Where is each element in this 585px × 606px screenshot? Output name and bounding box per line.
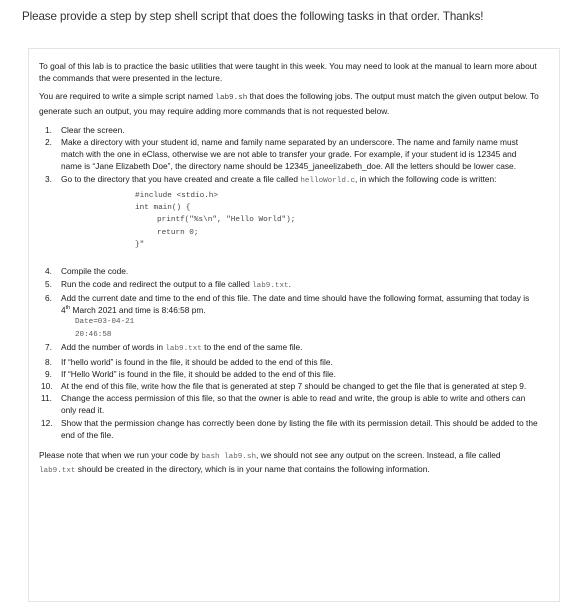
c-filename: helloWorld.c xyxy=(300,176,356,185)
note-paragraph: Please note that when we run your code by bash lab9.sh, we should not see any output on the screen. Instead, a file called lab9.txt should be created in the directory, which is in your name that contains the following information. xyxy=(39,449,501,476)
step-6: 6. Add the current date and time to the end of this file. The date and time should have the following format, assuming that today is 4th March 2021 and time is 8:46:58 pm. xyxy=(45,292,530,315)
run-command: bash lab9.sh xyxy=(201,452,257,461)
step-10: 10. At the end of this file, write how the file that is generated at step 7 should be changed to get the file that is generated at step 9. xyxy=(41,380,527,391)
assignment-content xyxy=(39,60,539,477)
step-2: 2. Make a directory with your student id, name and family name separated by an underscore. The name and family name must match with the one in eClass, otherwise we are not able to transfer your grade. For example, if your student id is 12345 and name is “Jane Elizabeth Doe”, the directory name should be 12345_janeelizabeth_doe. All the letters should be lower case. xyxy=(45,137,519,172)
code-line: int main() { xyxy=(135,204,191,213)
question-text: Please provide a step by step shell script that does the following tasks in that order. Thanks! xyxy=(22,10,484,23)
code-line: return 0; xyxy=(157,228,199,237)
script-filename: lab9.sh xyxy=(215,94,248,103)
code-line: }" xyxy=(135,241,145,250)
txt-filename: lab9.txt xyxy=(39,467,76,476)
txt-filename: lab9.txt xyxy=(252,281,289,290)
step-7: 7. Add the number of words in lab9.txt to the end of the same file. xyxy=(45,342,303,354)
steps-list-2 xyxy=(39,265,539,441)
code-line: #include <stdio.h> xyxy=(135,191,219,200)
step-4: 4. Compile the code. xyxy=(45,266,129,277)
date-output-block xyxy=(75,316,539,341)
assignment-image xyxy=(28,48,560,602)
step-9: 9. If “Hello World” is found in the file, it should be added to the end of this file. xyxy=(45,368,336,379)
requirement-paragraph: You are required to write a simple script named lab9.sh that does the following jobs. The output must match the given output below. To generate such an output, you may require adding more commands that is not requested below. xyxy=(39,91,539,116)
goal-paragraph: To goal of this lab is to practice the basic utilities that were taught in this week. You may need to look at the manual to learn more about the commands that were presented in the lecture. xyxy=(39,61,537,84)
date-line: Date=03-04-21 xyxy=(75,318,135,327)
step-12: 12. Show that the permission change has correctly been done by listing the file with its permission detail. This should be added to the end of the file. xyxy=(41,417,538,440)
step-8: 8. If “hello world” is found in the file, it should be added to the end of this file. xyxy=(45,356,333,367)
code-line: printf("%s\n", "Hello World"); xyxy=(157,216,296,225)
time-line: 20:46:58 xyxy=(75,330,112,339)
step-5: 5. Run the code and redirect the output to a file called lab9.txt. xyxy=(45,278,291,290)
txt-filename: lab9.txt xyxy=(165,345,202,354)
step-3: 3. Go to the directory that you have created and create a file called helloWorld.c, in which the following code is written: xyxy=(45,173,497,185)
step-1: 1. Clear the screen. xyxy=(45,124,125,135)
steps-list-1 xyxy=(39,124,539,187)
code-block xyxy=(135,190,539,251)
step-11: 11. Change the access permission of this file, so that the owner is able to read and write, the group is able to write and others can only read it. xyxy=(41,393,526,416)
